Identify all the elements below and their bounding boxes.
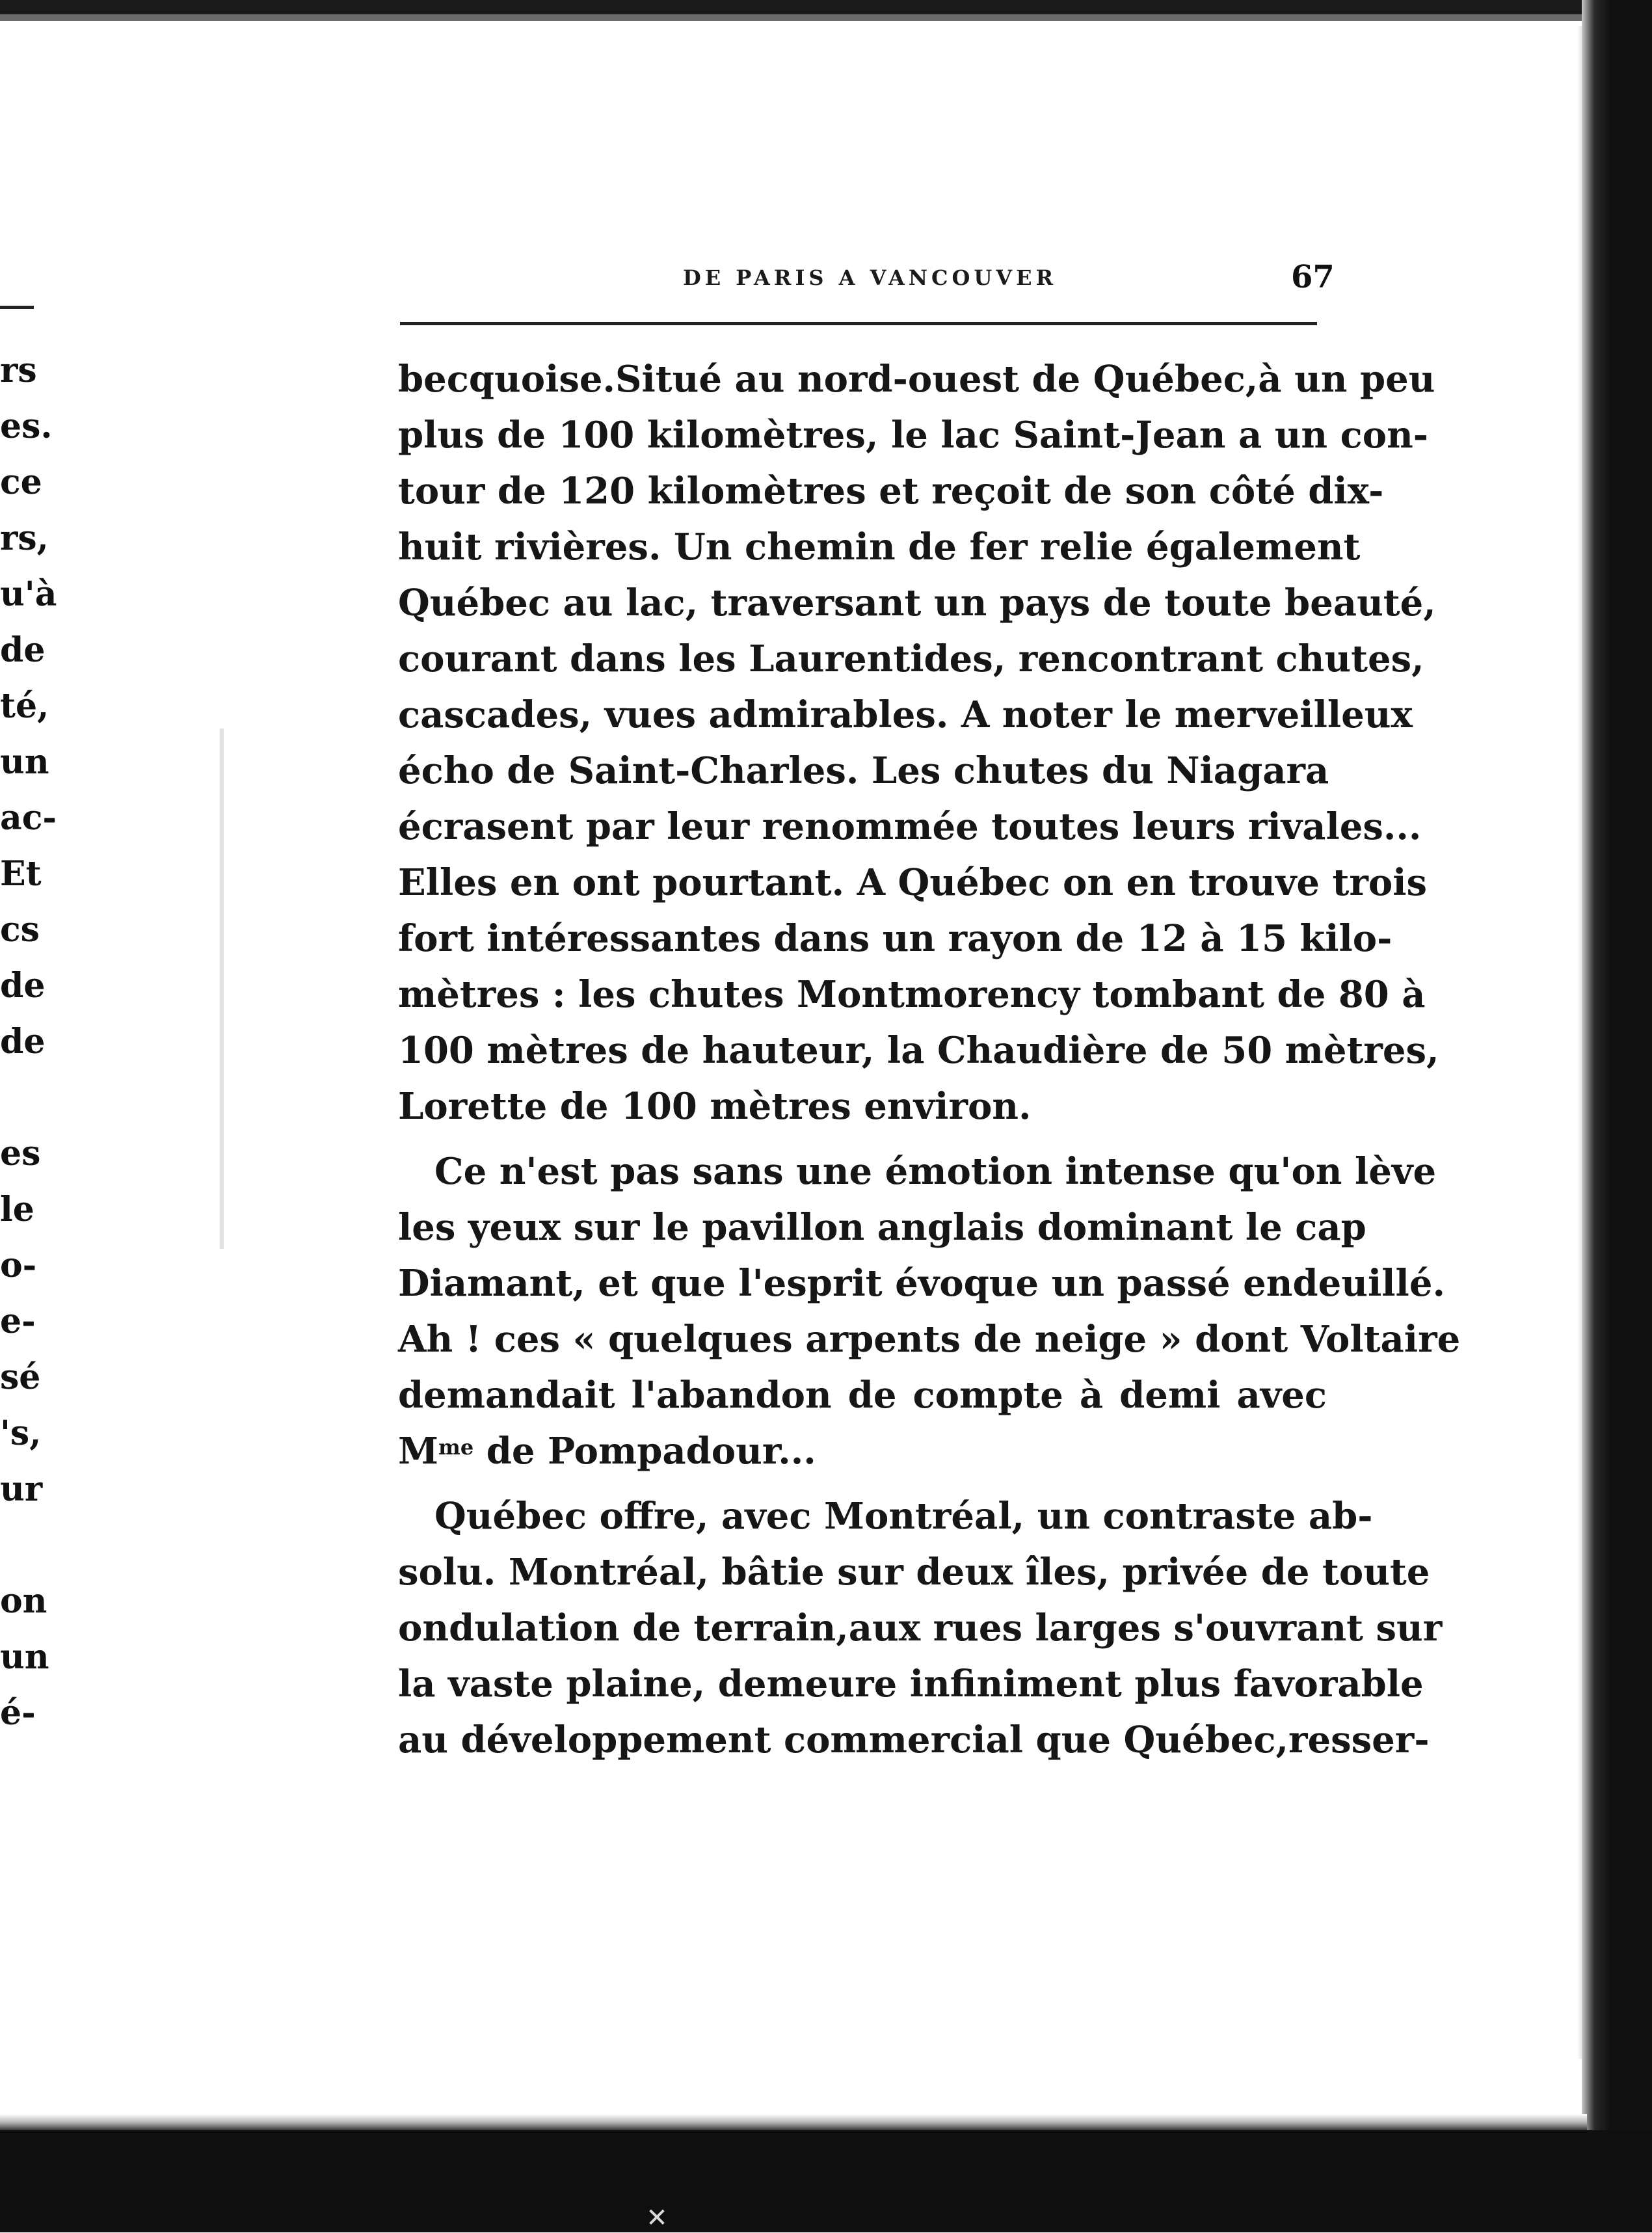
scan-top-edge: [0, 0, 1590, 14]
text-line: cascades, vues admirables. A noter le merveilleux: [398, 693, 1413, 736]
text-line: solu. Montréal, bâtie sur deux îles, privée de toute: [398, 1551, 1430, 1594]
text-line: écho de Saint-Charles. Les chutes du Niagara: [398, 749, 1329, 792]
left-page-fragment: un: [0, 742, 49, 782]
text-line: huit rivières. Un chemin de fer relie également: [398, 526, 1361, 568]
left-page-fragment: ce: [0, 462, 42, 502]
paragraph-first-line: Québec offre, avec Montréal, un contraste ab-: [434, 1495, 1373, 1538]
text-line: ondulation de terrain,aux rues larges s'ouvrant sur: [398, 1607, 1443, 1650]
text-line: demandait l'abandon de compte à demi avec: [398, 1374, 1327, 1417]
left-page-fragment: sé: [0, 1357, 41, 1397]
left-page-fragment: de: [0, 966, 46, 1006]
text-line: Québec au lac, traversant un pays de toute beauté,: [398, 582, 1436, 624]
left-page-rule: [0, 306, 34, 309]
left-page-fragment: de: [0, 630, 46, 670]
left-page-fragment: rs: [0, 351, 37, 390]
left-page-fragment: on: [0, 1581, 47, 1621]
left-page-fragment: cs: [0, 910, 40, 950]
scan-right-border: [1582, 0, 1652, 2232]
left-page-fragment: o-: [0, 1246, 37, 1285]
left-page-fragment: ac-: [0, 798, 57, 838]
mme-superscript: me: [438, 1435, 474, 1460]
left-page-fragment: té,: [0, 686, 49, 726]
text-line: Elles en ont pourtant. A Québec on en trouve trois: [398, 861, 1428, 904]
left-page-fragment: un: [0, 1637, 49, 1677]
page-bottom-edge: [0, 2114, 1587, 2130]
text-line-madame: [398, 1423, 1327, 1479]
mme-initial: M: [398, 1430, 438, 1473]
text-line: écrasent par leur renommée toutes leurs rivales...: [398, 805, 1422, 848]
text-line: plus de 100 kilomètres, le lac Saint-Jean a un con-: [398, 414, 1429, 457]
text-line: courant dans les Laurentides, rencontrant chutes,: [398, 637, 1424, 680]
gutter-crease: [220, 729, 224, 1249]
text-line: 100 mètres de hauteur, la Chaudière de 50 mètres,: [398, 1029, 1439, 1072]
page-number: 67: [1291, 259, 1335, 295]
text-line: mètres : les chutes Montmorency tombant de 80 à: [398, 973, 1426, 1016]
mme-rest: de Pompadour...: [473, 1430, 816, 1473]
left-page-fragment: e-: [0, 1302, 36, 1341]
left-page-fragment: de: [0, 1022, 46, 1062]
text-line: Diamant, et que l'esprit évoque un passé endeuillé.: [398, 1262, 1445, 1305]
left-page-fragment: Et: [0, 854, 42, 894]
running-title: DE PARIS A VANCOUVER: [683, 265, 1058, 290]
left-page-fragment: u'à: [0, 574, 57, 614]
text-line: Lorette de 100 mètres environ.: [398, 1085, 1032, 1128]
text-line: au développement commercial que Québec,resser-: [398, 1718, 1430, 1761]
text-line: la vaste plaine, demeure infiniment plus favorable: [398, 1663, 1424, 1705]
left-page-fragment: le: [0, 1190, 34, 1229]
left-page-fragment: es.: [0, 407, 53, 446]
text-line: Ah ! ces « quelques arpents de neige » dont Voltaire: [398, 1318, 1461, 1361]
scan-top-shadow: [0, 14, 1590, 21]
left-page-fragment: é-: [0, 1693, 36, 1733]
left-page-fragment: 's,: [0, 1413, 42, 1453]
text-line: tour de 120 kilomètres et reçoit de son côté dix-: [398, 470, 1384, 513]
text-line: becquoise.Situé au nord-ouest de Québec,à un peu: [398, 358, 1435, 401]
left-page-fragment: ur: [0, 1469, 43, 1509]
binding-mark-icon: ✕: [646, 2203, 668, 2233]
text-line: fort intéressantes dans un rayon de 12 à 15 kilo-: [398, 917, 1392, 960]
left-page-fragment: rs,: [0, 518, 49, 558]
left-page-fragment: es: [0, 1134, 41, 1173]
text-line: les yeux sur le pavillon anglais dominant le cap: [398, 1206, 1366, 1249]
header-rule: [400, 322, 1317, 325]
scan-bottom-border: [0, 2130, 1652, 2232]
paragraph-first-line: Ce n'est pas sans une émotion intense qu'on lève: [434, 1150, 1437, 1193]
